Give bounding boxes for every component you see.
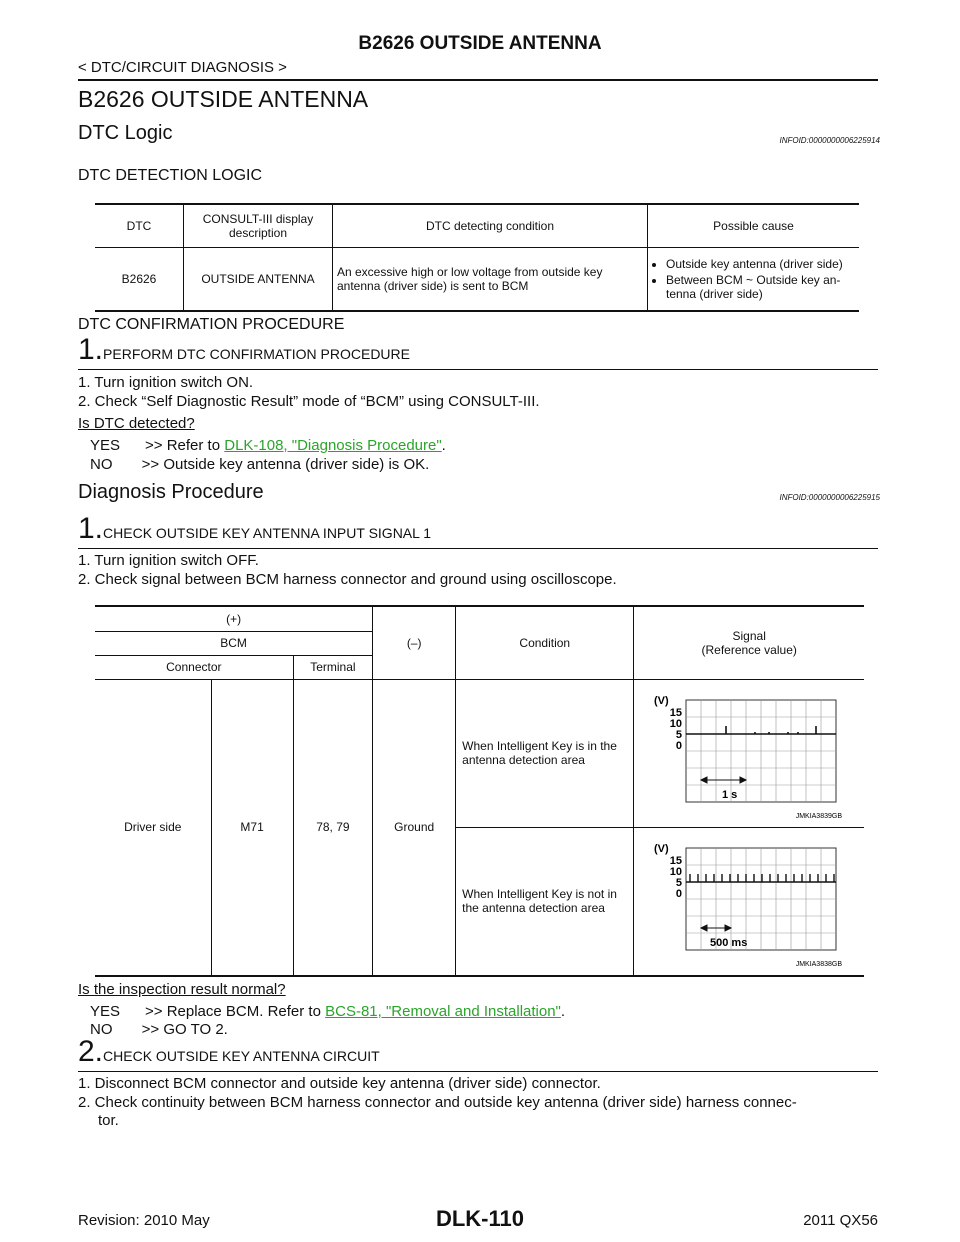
cell-causes bbox=[648, 248, 860, 312]
cell-side: Driver side bbox=[95, 679, 211, 976]
cell-signal-1 bbox=[634, 679, 864, 827]
table-row bbox=[95, 248, 859, 312]
instruction-item: 2. Check signal between BCM harness connector and ground using oscilloscope. bbox=[78, 571, 617, 588]
cell-ground: Ground bbox=[373, 679, 456, 976]
breadcrumb: < DTC/CIRCUIT DIAGNOSIS > bbox=[78, 59, 287, 76]
footer-revision: Revision: 2010 May bbox=[78, 1212, 210, 1229]
unit-label: (V) bbox=[653, 694, 669, 707]
instruction-item-continued: tor. bbox=[98, 1112, 119, 1129]
cell-display: OUTSIDE ANTENNA bbox=[184, 248, 333, 312]
answer-yes bbox=[90, 437, 446, 454]
tick-label: 15 bbox=[669, 706, 682, 719]
figure-code: JMKIA3839GB bbox=[795, 812, 842, 820]
dtc-logic-heading: DTC Logic bbox=[78, 122, 173, 144]
footer-page-number: DLK-110 bbox=[435, 1206, 525, 1231]
answer-yes-suffix: . bbox=[560, 1003, 566, 1020]
step-1-confirm bbox=[78, 335, 410, 365]
step-title: PERFORM DTC CONFIRMATION PROCEDURE bbox=[103, 346, 410, 362]
cause-item: • Outside key antenna (driver side) bbox=[666, 257, 855, 271]
unit-label: (V) bbox=[653, 842, 669, 855]
tick-label: 5 bbox=[675, 728, 682, 741]
link-dlk-108[interactable]: DLK-108, "Diagnosis Procedure" bbox=[224, 437, 442, 454]
question-dtc-detected: Is DTC detected? bbox=[78, 415, 195, 432]
cell-condition-in: When Intelligent Key is in the antenna detection area bbox=[456, 679, 634, 827]
signal-table bbox=[95, 605, 864, 977]
diagnosis-heading: Diagnosis Procedure bbox=[78, 481, 264, 503]
instruction-item: 2. Check continuity between BCM harness connector and outside key antenna (driver side) harness connec- bbox=[78, 1094, 797, 1111]
step-divider bbox=[78, 548, 878, 549]
tick-label: 0 bbox=[675, 739, 682, 752]
col-header-display: CONSULT-III display description bbox=[184, 204, 333, 248]
answer-yes-text: YES >> Replace BCM. Refer to bbox=[90, 1003, 326, 1020]
step-number: 2. bbox=[78, 1035, 104, 1068]
tick-label: 5 bbox=[675, 876, 682, 889]
page-header-title: B2626 OUTSIDE ANTENNA bbox=[358, 33, 602, 54]
signal-ref-label: (Reference value) bbox=[701, 642, 797, 657]
confirmation-heading: DTC CONFIRMATION PROCEDURE bbox=[78, 316, 345, 333]
instruction-item: 2. Check “Self Diagnostic Result” mode of “BCM” using CONSULT-III. bbox=[78, 393, 540, 410]
oscilloscope-waveform-1 bbox=[642, 682, 857, 822]
question-inspection-normal: Is the inspection result normal? bbox=[78, 981, 286, 998]
cell-condition: An excessive high or low voltage from outside key antenna (driver side) is sent to BCM bbox=[333, 248, 648, 312]
section-title: B2626 OUTSIDE ANTENNA bbox=[78, 86, 369, 112]
instruction-item: 1. Turn ignition switch OFF. bbox=[78, 552, 259, 569]
col-header-dtc: DTC bbox=[95, 204, 184, 248]
step-title: CHECK OUTSIDE KEY ANTENNA INPUT SIGNAL 1 bbox=[103, 525, 432, 541]
answer-yes bbox=[90, 1003, 565, 1020]
step-1-check bbox=[78, 514, 431, 544]
tick-label: 10 bbox=[669, 717, 682, 730]
link-bcs-81[interactable]: BCS-81, "Removal and Installation" bbox=[325, 1003, 561, 1020]
cell-dtc: B2626 bbox=[95, 248, 184, 312]
cell-condition-out: When Intelligent Key is not in the antenna detection area bbox=[456, 827, 634, 976]
instruction-item: 1. Turn ignition switch ON. bbox=[78, 374, 254, 391]
signal-label: Signal bbox=[732, 628, 766, 643]
col-header-plus: (+) bbox=[95, 606, 373, 631]
dtc-logic-table bbox=[95, 203, 859, 312]
cell-connector: M71 bbox=[211, 679, 293, 976]
answer-no: NO >> Outside key antenna (driver side) is OK. bbox=[90, 456, 430, 473]
step-title: CHECK OUTSIDE KEY ANTENNA CIRCUIT bbox=[103, 1048, 380, 1064]
time-scale-label: 1 s bbox=[721, 788, 737, 801]
instruction-item: 1. Disconnect BCM connector and outside key antenna (driver side) connector. bbox=[78, 1075, 601, 1092]
tick-label: 15 bbox=[669, 854, 682, 867]
table-header-row bbox=[95, 204, 859, 248]
time-scale bbox=[701, 777, 746, 783]
answer-yes-text: YES >> Refer to bbox=[90, 437, 225, 454]
col-header-bcm: BCM bbox=[95, 631, 373, 655]
col-header-terminal: Terminal bbox=[293, 655, 373, 679]
tick-label: 10 bbox=[669, 865, 682, 878]
time-scale-label: 500 ms bbox=[709, 936, 747, 949]
answer-yes-suffix: . bbox=[441, 437, 446, 454]
infoid-dtc-logic: INFOID:0000000006225914 bbox=[779, 136, 880, 145]
tick-label: 0 bbox=[675, 887, 682, 900]
col-header-minus: (–) bbox=[373, 606, 456, 679]
header-divider bbox=[78, 79, 878, 81]
footer-model: 2011 QX56 bbox=[803, 1212, 878, 1229]
step-number: 1. bbox=[78, 512, 104, 545]
cause-item: • Between BCM ~ Outside key an- tenna (driver side) bbox=[666, 273, 855, 301]
step-divider bbox=[78, 1071, 878, 1072]
oscilloscope-waveform-2 bbox=[642, 830, 857, 970]
detection-logic-heading: DTC DETECTION LOGIC bbox=[78, 167, 263, 184]
infoid-diagnosis: INFOID:0000000006225915 bbox=[779, 493, 880, 502]
col-header-connector: Connector bbox=[95, 655, 293, 679]
col-header-condition: DTC detecting condition bbox=[333, 204, 648, 248]
step-2-check bbox=[78, 1037, 380, 1067]
cell-terminal: 78, 79 bbox=[293, 679, 373, 976]
scope-grid bbox=[686, 700, 836, 802]
col-header-condition: Condition bbox=[456, 606, 634, 679]
step-divider bbox=[78, 369, 878, 370]
answer-no: NO >> GO TO 2. bbox=[90, 1021, 228, 1038]
cell-signal-2 bbox=[634, 827, 864, 976]
step-number: 1. bbox=[78, 333, 104, 366]
scope-grid bbox=[686, 848, 836, 950]
col-header-cause: Possible cause bbox=[648, 204, 860, 248]
figure-code: JMKIA3838GB bbox=[795, 960, 842, 968]
col-header-signal bbox=[634, 606, 864, 679]
